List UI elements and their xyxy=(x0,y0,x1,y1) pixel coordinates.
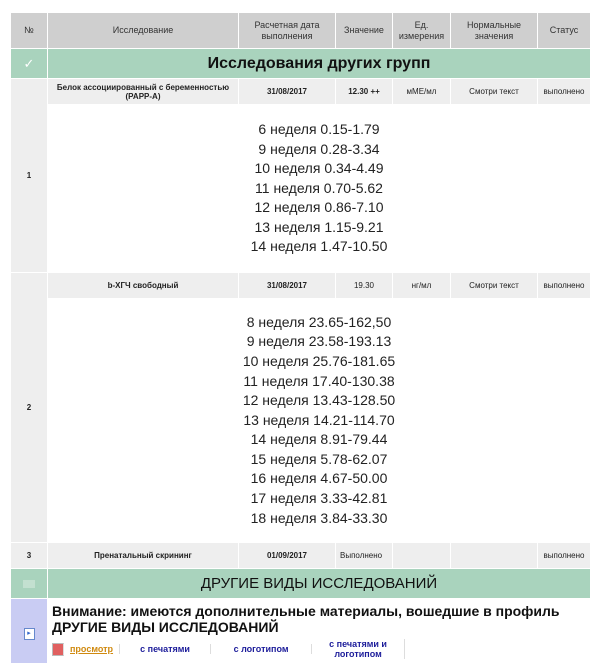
col-date: Расчетная дата выполнения xyxy=(239,13,336,49)
group-title: Исследования других групп xyxy=(48,49,591,79)
checkmark-icon[interactable]: ✓ xyxy=(23,55,35,71)
table-header xyxy=(11,13,591,49)
ref-line: 12 неделя 0.86-7.10 xyxy=(254,199,384,216)
ref-line: 10 неделя 0.34-4.49 xyxy=(254,160,384,177)
pdf-icon xyxy=(52,643,64,656)
notice-row xyxy=(11,599,591,664)
row-number: 3 xyxy=(11,543,48,569)
ref-line: 9 неделя 0.28-3.34 xyxy=(258,140,380,157)
ref-line: 17 неделя 3.33-42.81 xyxy=(250,490,388,507)
ref-line: 10 неделя 25.76-181.65 xyxy=(242,352,396,369)
col-test: Исследование xyxy=(48,13,239,49)
checkbox-icon[interactable] xyxy=(23,580,35,588)
notice-links xyxy=(48,635,590,663)
ref-line: 8 неделя 23.65-162,50 xyxy=(246,313,392,330)
test-status: выполнено xyxy=(538,79,591,105)
test-value: 12.30 ++ xyxy=(336,79,393,105)
ref-line: 6 неделя 0.15-1.79 xyxy=(258,120,380,137)
table-row xyxy=(11,273,591,299)
ref-line: 11 неделя 0.70-5.62 xyxy=(255,179,383,196)
ref-line: 12 неделя 13.43-128.50 xyxy=(242,392,396,409)
test-date: 31/08/2017 xyxy=(239,79,336,105)
test-name: Пренатальный скрининг xyxy=(48,543,239,569)
test-norm xyxy=(451,543,538,569)
ref-line: 13 неделя 14.21-114.70 xyxy=(243,411,395,428)
ref-line: 13 неделя 1.15-9.21 xyxy=(254,218,384,235)
notice-text: Внимание: имеются дополнительные материалы, вошедшие в профиль ДРУГИЕ ВИДЫ ИССЛЕДОВАНИЙ xyxy=(52,603,560,635)
ref-line: 14 неделя 8.91-79.44 xyxy=(250,431,388,448)
group-title: ДРУГИЕ ВИДЫ ИССЛЕДОВАНИЙ xyxy=(48,569,591,599)
group-row xyxy=(11,49,591,79)
group-row xyxy=(11,569,591,599)
test-name: b-ХГЧ свободный xyxy=(48,273,239,299)
col-num: № xyxy=(11,13,48,49)
test-value: Выполнено xyxy=(336,543,393,569)
col-status: Статус xyxy=(538,13,591,49)
ref-line: 16 неделя 4.67-50.00 xyxy=(250,470,388,487)
row-number: 2 xyxy=(11,273,48,543)
test-value: 19.30 xyxy=(336,273,393,299)
test-norm: Смотри текст xyxy=(451,273,538,299)
with-stamps-link[interactable]: с печатями xyxy=(120,644,211,654)
test-status: выполнено xyxy=(538,543,591,569)
test-norm: Смотри текст xyxy=(451,79,538,105)
ref-line: 11 неделя 17.40-130.38 xyxy=(243,372,395,389)
view-link[interactable]: просмотр xyxy=(64,644,120,654)
test-unit: мМЕ/мл xyxy=(393,79,451,105)
test-date: 31/08/2017 xyxy=(239,273,336,299)
table-row xyxy=(11,79,591,105)
reference-text xyxy=(48,299,591,543)
ref-line: 18 неделя 3.84-33.30 xyxy=(250,509,388,526)
col-unit: Ед. измерения xyxy=(393,13,451,49)
col-norm: Нормальные значения xyxy=(451,13,538,49)
ref-line: 9 неделя 23.58-193.13 xyxy=(246,333,392,350)
test-unit xyxy=(393,543,451,569)
ref-line: 15 неделя 5.78-62.07 xyxy=(250,450,388,467)
col-value: Значение xyxy=(336,13,393,49)
test-status: выполнено xyxy=(538,273,591,299)
test-name: Белок ассоциированный с беременностью (PAPP-A) xyxy=(48,79,239,105)
reference-text xyxy=(48,105,591,273)
results-table xyxy=(10,12,591,664)
ref-line: 14 неделя 1.47-10.50 xyxy=(250,238,388,255)
test-unit: нг/мл xyxy=(393,273,451,299)
with-stamps-and-logo-link[interactable]: с печатями и логотипом xyxy=(312,639,405,659)
row-number: 1 xyxy=(11,79,48,273)
document-icon[interactable]: ▸ xyxy=(24,628,35,640)
table-row xyxy=(11,543,591,569)
with-logo-link[interactable]: с логотипом xyxy=(211,644,312,654)
test-date: 01/09/2017 xyxy=(239,543,336,569)
